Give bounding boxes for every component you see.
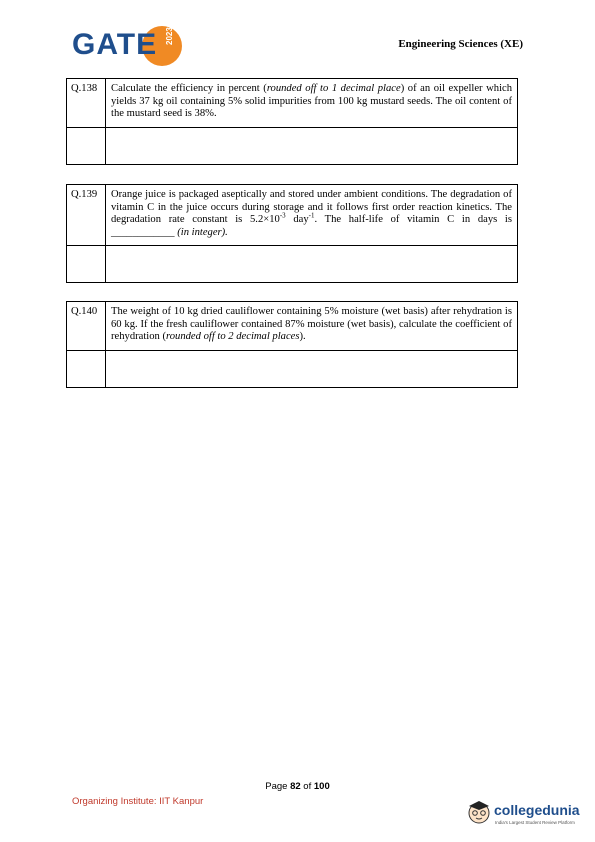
page-current: 82 (290, 781, 301, 792)
answer-row (67, 246, 518, 283)
page-of: of (300, 781, 314, 792)
question-row (67, 79, 518, 128)
question-number: Q.140 (67, 302, 106, 351)
question-table-139 (66, 184, 518, 283)
paper-title: Engineering Sciences (XE) (398, 38, 523, 50)
question-number: Q.138 (67, 79, 106, 128)
student-icon (466, 798, 492, 826)
organizing-institute: Organizing Institute: IIT Kanpur (72, 796, 204, 807)
question-table-140 (66, 301, 518, 388)
question-text: Calculate the efficiency in percent (rounded off to 1 decimal place) of an oil expeller which yields 37 kg oil containing 5% solid impurities from 100 kg mustard seeds. The oil content of the mustard seed is 38%. (106, 79, 518, 128)
logo-text: GATE (72, 28, 158, 61)
answer-cell[interactable] (106, 246, 518, 283)
question-text: The weight of 10 kg dried cauliflower containing 5% moisture (wet basis) after rehydration is 60 kg. If the fresh cauliflower contained 87% moisture (wet basis), calculate the coefficient of rehydration (rounded off to 2 decimal places). (106, 302, 518, 351)
question-table-138 (66, 78, 518, 165)
page-total: 100 (313, 781, 330, 792)
question-row (67, 185, 518, 246)
answer-cell-left (67, 350, 106, 387)
page-prefix: Page (265, 781, 291, 792)
question-text: Orange juice is packaged aseptically and stored under ambient conditions. The degradation of vitamin C in the juice occurs during storage and it follows first order reaction kinetics. The degradation rate constant is $5.2\times 10^{-3}$ day$^{-1}$. The half-life of vitamin C in days is ____________ (in integer). (106, 185, 518, 246)
answer-row (67, 127, 518, 164)
question-row (67, 302, 518, 351)
answer-cell-left (67, 127, 106, 164)
brand-name: collegedunia (494, 802, 580, 818)
logo-year: 2023 (165, 27, 174, 45)
question-number: Q.139 (67, 185, 106, 246)
answer-cell[interactable] (106, 127, 518, 164)
brand-tagline: India's Largest Student Review Platform (495, 820, 575, 825)
answer-cell[interactable] (106, 350, 518, 387)
collegedunia-logo (466, 796, 586, 830)
page-number (0, 781, 595, 792)
answer-cell-left (67, 246, 106, 283)
answer-row (67, 350, 518, 387)
gate-logo (72, 26, 182, 72)
